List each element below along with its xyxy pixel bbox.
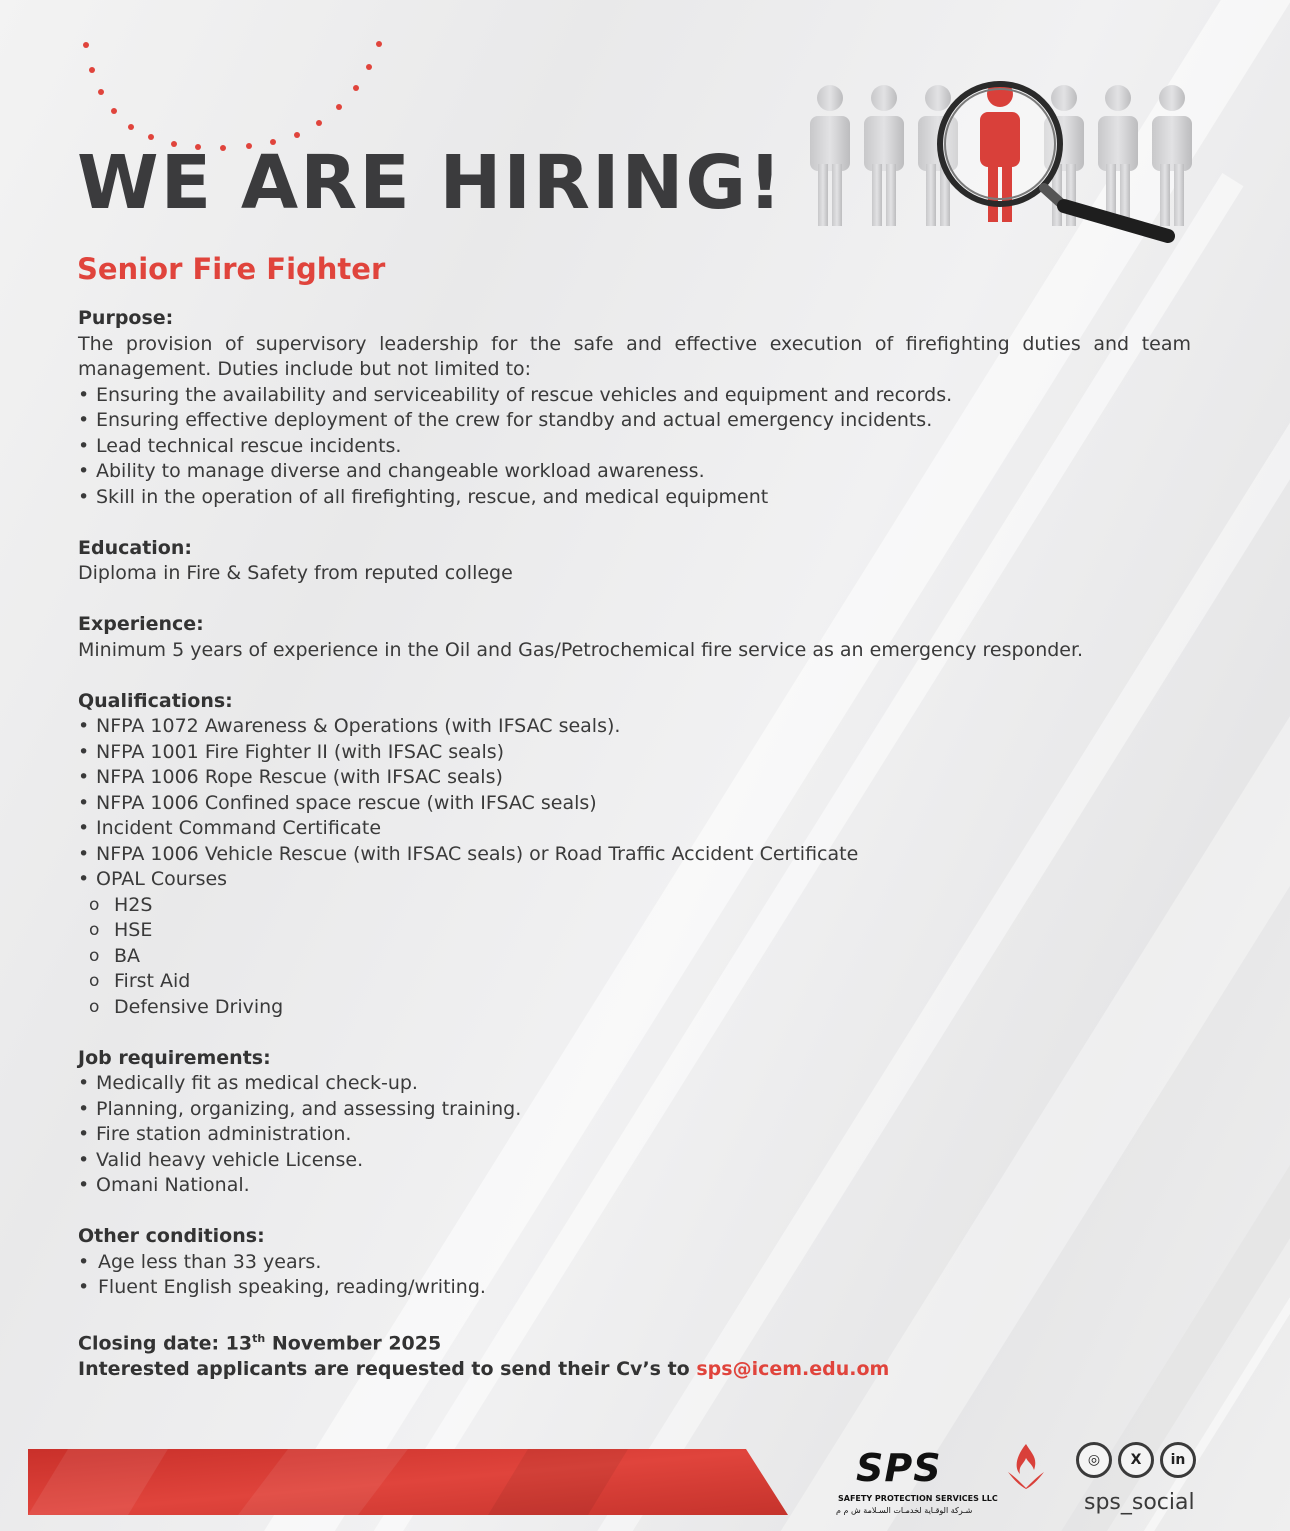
experience-heading: Experience: (78, 613, 204, 635)
education-text: Diploma in Fire & Safety from reputed college (78, 562, 513, 584)
apply-text: Interested applicants are requested to send their Cv’s to (78, 1357, 697, 1380)
sub-list-item: o HSE (78, 918, 1191, 944)
people-search-illustration (806, 76, 1206, 256)
list-item: • NFPA 1072 Awareness & Operations (with IFSAC seals). (78, 714, 1191, 740)
job-title: Senior Fire Fighter (77, 252, 386, 286)
list-item: • Medically fit as medical check-up. (78, 1071, 1191, 1097)
x-icon[interactable]: X (1118, 1442, 1154, 1478)
company-name-ar: شـركة الوقـاية لخدمـات السـلامة ش م م (836, 1506, 973, 1515)
email-link[interactable]: sps@icem.edu.om (696, 1357, 890, 1380)
list-item: • OPAL Courses (78, 867, 1191, 893)
purpose-intro: The provision of supervisory leadership for the safe and effective execution of firefighting duties and team management. Duties include but not limited to: (78, 332, 1191, 380)
experience-text: Minimum 5 years of experience in the Oil and Gas/Petrochemical fire service as an emergency responder. (78, 638, 1084, 661)
sub-list-item: o H2S (78, 893, 1191, 919)
social-links (1074, 1442, 1196, 1522)
social-handle: sps_social (1084, 1490, 1195, 1515)
apply-instructions (78, 1357, 1191, 1383)
purpose-heading: Purpose: (78, 307, 174, 329)
instagram-icon[interactable]: ◎ (1076, 1442, 1112, 1478)
list-item: • Valid heavy vehicle License. (78, 1148, 1191, 1174)
opal-courses-list (78, 893, 1191, 1021)
list-item: • Omani National. (78, 1173, 1191, 1199)
company-name-en: SAFETY PROTECTION SERVICES LLC (838, 1494, 998, 1503)
closing-date-rest: November 2025 (265, 1332, 442, 1355)
list-item: • NFPA 1001 Fire Fighter II (with IFSAC seals) (78, 740, 1191, 766)
list-item: • NFPA 1006 Confined space rescue (with IFSAC seals) (78, 791, 1191, 817)
list-item: • NFPA 1006 Vehicle Rescue (with IFSAC seals) or Road Traffic Accident Certificate (78, 842, 1191, 868)
closing-suffix: th (252, 1332, 266, 1345)
list-item: • Planning, organizing, and assessing training. (78, 1097, 1191, 1123)
list-item: • Ability to manage diverse and changeable workload awareness. (78, 459, 1191, 485)
other-conditions-heading: Other conditions: (78, 1225, 265, 1247)
red-footer-bar (28, 1449, 788, 1515)
job-description (78, 306, 1191, 1382)
headline: WE ARE HIRING! (77, 140, 784, 226)
list-item: • Fluent English speaking, reading/writing. (78, 1275, 1191, 1301)
list-item: • NFPA 1006 Rope Rescue (with IFSAC seals) (78, 765, 1191, 791)
list-item: • Skill in the operation of all firefighting, rescue, and medical equipment (78, 485, 1191, 511)
job-requirements-heading: Job requirements: (78, 1046, 271, 1069)
flame-icon (1004, 1442, 1048, 1490)
qualifications-heading: Qualifications: (78, 689, 233, 712)
closing-date (78, 1326, 1191, 1357)
sps-logo (836, 1442, 1048, 1522)
qualifications-list (78, 714, 1191, 893)
education-heading: Education: (78, 536, 192, 559)
sub-list-item: o BA (78, 944, 1191, 970)
sps-wordmark: SPS (856, 1446, 942, 1490)
other-conditions-list (78, 1250, 1191, 1301)
list-item: • Age less than 33 years. (78, 1250, 1191, 1276)
list-item: • Incident Command Certificate (78, 816, 1191, 842)
list-item: • Lead technical rescue incidents. (78, 434, 1191, 460)
list-item: • Fire station administration. (78, 1122, 1191, 1148)
closing-label: Closing date: 13 (78, 1332, 253, 1355)
job-requirements-list (78, 1071, 1191, 1199)
sub-list-item: o Defensive Driving (78, 995, 1191, 1021)
purpose-list (78, 383, 1191, 511)
linkedin-icon[interactable]: in (1160, 1442, 1196, 1478)
list-item: • Ensuring the availability and serviceability of rescue vehicles and equipment and records. (78, 383, 1191, 409)
sub-list-item: o First Aid (78, 969, 1191, 995)
list-item: • Ensuring effective deployment of the crew for standby and actual emergency incidents. (78, 408, 1191, 434)
